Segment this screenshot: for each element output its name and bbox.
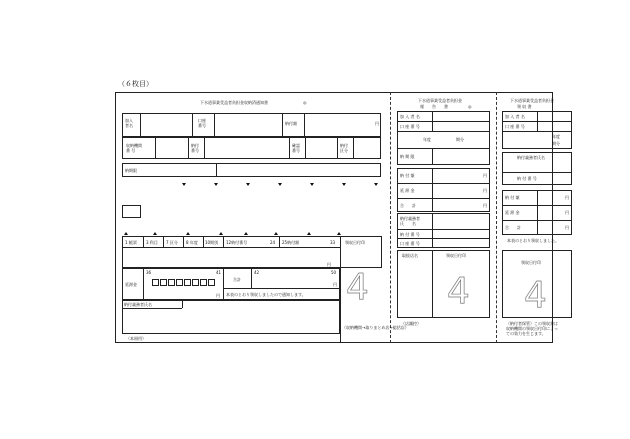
field-12-label: 12納付番号 [226,240,248,245]
main-noufu-bango-label: 納付 番号 [191,143,199,153]
field-8-label: 8 年度 [186,240,198,245]
main-footer-note: （収納機関→取りまとめ店→総括店） [342,325,409,330]
field-24-label: 24 [270,240,276,245]
juryo-stamp-label: 領収日付印 [345,240,365,245]
main-kanyusha-label: 加入 者名 [125,118,133,128]
field-33-label: 33 [330,240,336,245]
main-stamp-number: 4 [346,267,369,308]
perforation-left [390,92,391,343]
right-kibetsu-label: 期分 [552,141,560,146]
right-stamp-number: 4 [524,275,547,316]
middle-kibetsu-label: 期分 [456,137,464,142]
gimusha-name-label: 納付義務者氏名 [124,302,152,307]
middle-kanyusha-label: 加 入 者 名 [400,114,420,119]
gokei-en: 円 [333,282,337,287]
middle-koza2-label: 口 座 番 号 [400,241,420,246]
middle-nendo-label: 年度 [423,137,431,142]
right-subtitle: 領 収 書 [517,104,532,109]
num-41: 41 [216,270,222,275]
main-noufu-gaku-label: 納付額 [285,121,297,126]
main-koza-label: 口座 番号 [198,118,206,128]
main-en-label: 円 [375,121,379,126]
perforation-right [496,92,497,343]
middle-en-2: 円 [483,188,487,193]
right-noufu-gaku-label: 納 付 額 [505,195,520,200]
middle-kigen-label: 納 期 限 [400,154,415,159]
right-kanyusha-label: 加 入 者 名 [505,114,525,119]
right-koza-label: 口 座 番 号 [505,124,525,129]
right-juryo-label: 領収日付印 [521,260,541,265]
middle-footer: （店舗控） [401,321,421,326]
num-50: 50 [331,270,337,275]
main-kakunin-label: 確認 番号 [292,143,300,153]
middle-ten-label: 取扱店名 [402,253,418,258]
main-circle-mark: ◎ [303,100,307,105]
right-en-1: 円 [565,195,569,200]
main-kubun-label: 納付 区分 [340,143,348,153]
field-1-label: 1 帳票 [125,240,137,245]
main-kigen-label: 納期限 [125,168,137,173]
main-top-block [122,113,381,137]
middle-en-3: 円 [483,203,487,208]
entaikin-en: 円 [216,293,220,298]
gokei-label: 合計 [233,277,241,282]
entaikin-digit-boxes [152,279,216,286]
mark-square [122,205,141,218]
num-42: 42 [254,270,260,275]
field-25-label: 25納付額 [282,240,300,245]
main-title: 下水道事業受益者負担金収納済通知書 [200,100,268,105]
right-en-3: 円 [565,225,569,230]
right-entaikin-label: 延 滞 金 [505,210,520,215]
right-noufu-bango-label: 納 付 番 号 [517,176,537,181]
middle-subtitle: 報 告 書 [420,104,448,109]
field-row-en: 円 [327,262,331,267]
num-36: 36 [146,270,152,275]
right-gimusha-label: 納付義務者氏名 [517,155,545,160]
middle-juryo-label: 領収日付印 [446,253,466,258]
main-receipt-note: 本表のとおり領収しましたので通知します。 [226,292,306,297]
middle-koza-label: 口 座 番 号 [400,124,420,129]
right-en-2: 円 [565,210,569,215]
gimusha-name-block [122,300,340,334]
page-label: （６枚目） [118,80,153,88]
main-footer-left: （本冊用） [126,336,146,341]
middle-noufu-bango-label: 納 付 番 号 [400,232,420,237]
right-nendo-label: 年度 [552,134,560,139]
field-10-label: 10期別 [205,240,219,245]
right-receipt-note: 本表のとおり領収しました。 [507,238,559,243]
middle-title: 下水道事業受益者負担金 [418,98,462,103]
middle-stamp-block [397,250,490,318]
middle-gimusha-label: 納付義務者 氏 名 [400,216,420,226]
ocr-field-block [122,236,382,268]
middle-en-1: 円 [483,173,487,178]
main-kigen-block [122,163,381,177]
field-3-label: 3 科目 [146,240,158,245]
entaikin-label: 延滞金 [125,282,137,287]
right-title: 下水道事業受益者負担金 [510,98,554,103]
middle-entaikin-label: 延 滞 金 [400,188,415,193]
right-gokei-label: 合 計 [505,225,521,230]
main-shuno-label: 収納機関 番 号 [126,143,142,153]
middle-stamp-number: 4 [447,271,470,312]
middle-circle-mark: ◎ [468,104,472,109]
right-footer: （納付者保管）この領収書は 収納機関の領収日付印によっ ての効力を生じます。 [506,321,558,336]
middle-noufu-gaku-label: 納 付 額 [400,173,415,178]
field-7-label: 7 区分 [166,240,178,245]
middle-gokei-label: 合 計 [400,203,416,208]
